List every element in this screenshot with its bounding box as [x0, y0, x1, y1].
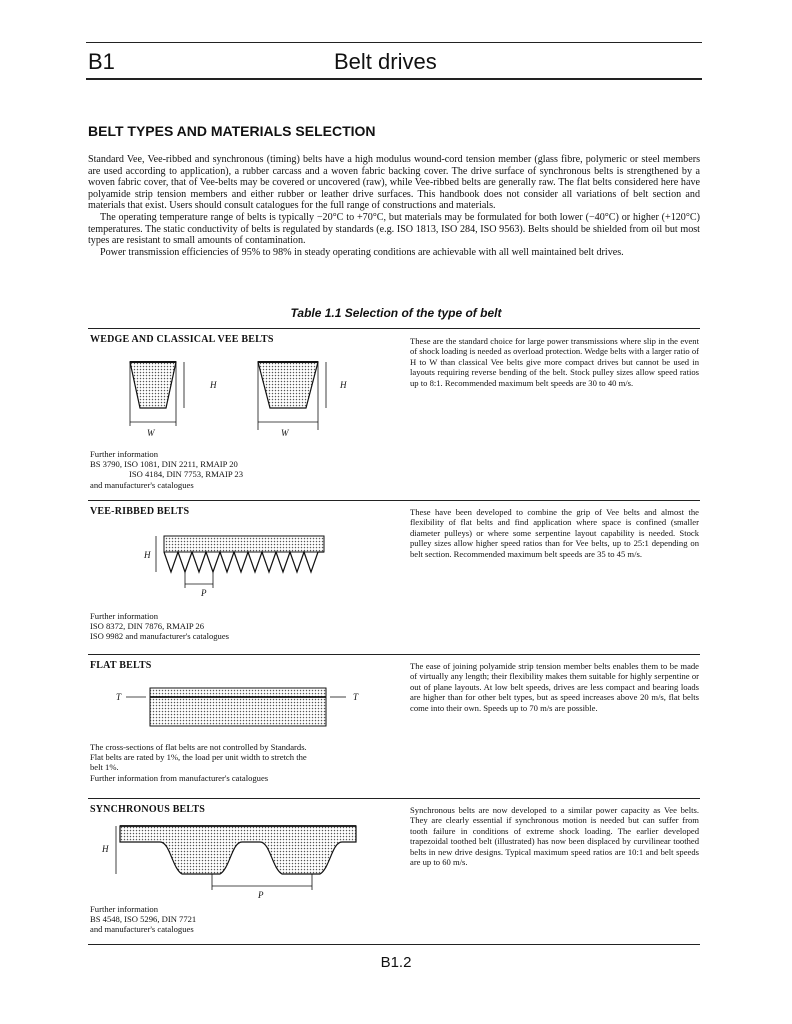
note-line: ISO 8372, DIN 7876, RMAIP 26 [90, 621, 205, 632]
ribbed-belt-notes [90, 611, 229, 642]
synchronous-belt-notes [90, 904, 196, 935]
page-title: Belt drives [334, 49, 437, 74]
ribbed-belt-heading: VEE-RIBBED BELTS [90, 506, 190, 517]
header-bottom-rule [86, 78, 702, 80]
h-label: H [144, 550, 151, 560]
intro-paragraph: The operating temperature range of belts is typically −20°C to +70°C, but materials may be formulated for both lower (−40°C) or higher (+120°C) temperatures. The static conductivity of belts is regulated by standards (e.g. ISO 1813, ISO 284, ISO 9563). Belts should be shielded from oil but most types are resistant to small amounts of contamination. [88, 211, 700, 247]
w-label: W [147, 428, 155, 438]
ribbed-belt-diagram [138, 528, 338, 602]
intro-paragraph: Standard Vee, Vee-ribbed and synchronous (timing) belts have a high modulus wound-cord tension member (glass fibre, polymeric or steel members are used according to application), a rubber carcass and a woven fabric backing cover. The drive surface of synchronous belts is strengthened by a woven fabric cover, that of Vee-belts may be covered or uncovered (raw), while Vee-ribbed belts are generally raw. The flat belts considered here have polyamide strip tension members and either rubber or leather drive surfaces. This handbook does not consider all variations of belt section and materials that exist. Users should consult catalogues for the full range of constructions and materials. [88, 154, 700, 212]
table-bottom-rule [88, 944, 700, 945]
ribbed-belt-description: These have been developed to combine the grip of Vee belts and almost the flexibility of flat belts and find application where space is confined (smaller diameter pulleys) or where some serpentine layout capability is needed. Stock pulley sizes allow higher speed ratios than for Vee belts, up to 25:1 depending on belt section. Recommended maximum belt speeds are 35 to 45 m/s. [410, 507, 699, 559]
intro-text [88, 154, 700, 258]
note-line: Further information [90, 449, 159, 459]
note-line: belt 1%. [90, 762, 119, 773]
t-label: T [353, 692, 359, 702]
wedge-belt-notes [90, 449, 243, 490]
wedge-belt-diagram [118, 350, 358, 442]
note-line: ISO 9982 and manufacturer's catalogues [90, 631, 230, 642]
row-divider [88, 328, 700, 329]
row-divider [88, 500, 700, 501]
note-line: The cross-sections of flat belts are not controlled by Standards. [90, 742, 307, 752]
h-label: H [102, 844, 109, 854]
w-label: W [281, 428, 289, 438]
h-label: H [340, 380, 347, 390]
flat-belt-heading: FLAT BELTS [90, 660, 152, 671]
section-code: B1 [88, 49, 115, 74]
note-line: and manufacturer's catalogues [90, 924, 194, 935]
page-number: B1.2 [380, 954, 412, 971]
note-line: ISO 4184, DIN 7753, RMAIP 23 [129, 469, 244, 480]
header-top-rule [86, 42, 702, 43]
t-label: T [116, 692, 122, 702]
note-line: Flat belts are rated by 1%, the load per unit width to stretch the [90, 752, 307, 763]
p-label: P [258, 890, 264, 900]
synchronous-belt-diagram [96, 820, 366, 900]
row-divider [88, 654, 700, 655]
row-divider [88, 798, 700, 799]
intro-paragraph: Power transmission efficiencies of 95% to 98% in steady operating conditions are achievable with all well maintained belt drives. [100, 246, 624, 258]
flat-belt-description: The ease of joining polyamide strip tension member belts enables them to be made of virtually any length; their flexibility makes them suitable for highly serpentine or out of plane layouts. At low belt speeds, drives are less compact and bearing loads are higher than for other belt types, but as speed increases above 20 m/s, flat belts come into their own. Speeds up to 70 m/s are possible. [410, 661, 699, 713]
note-line: Further information [90, 611, 159, 621]
flat-belt-diagram [110, 680, 370, 732]
note-line: BS 4548, ISO 5296, DIN 7721 [90, 914, 197, 925]
flat-belt-notes [90, 742, 307, 783]
note-line: Further information from manufacturer's catalogues [90, 772, 269, 783]
wedge-belt-description: These are the standard choice for large power transmissions where slip in the event of shock loading is needed as overload protection. Wedge belts with a larger ratio of H to W than classical Vee belts give more compact drives but cannot be used in layouts requiring reverse bending of the belt. Stock pulley sizes allow speed ratios up to 8:1. Recommended maximum belt speeds are 30 to 40 m/s. [410, 336, 699, 388]
synchronous-belt-description: Synchronous belts are now developed to a similar power capacity as Vee belts. They are clearly essential if synchronous motion is needed but can suffer from tooth failure in conditions of extreme shock loading. The earlier developed trapezoidal toothed belt (illustrated) has now been displaced by curvilinear toothed belts in new drive designs. Typical maximum speed ratios are 10:1 and belt speeds are up to 60 m/s. [410, 805, 699, 868]
section-title: BELT TYPES AND MATERIALS SELECTION [88, 123, 376, 139]
synchronous-belt-heading: SYNCHRONOUS BELTS [90, 804, 206, 815]
h-label: H [210, 380, 217, 390]
note-line: and manufacturer's catalogues [90, 479, 194, 490]
note-line: BS 3790, ISO 1081, DIN 2211, RMAIP 20 [90, 459, 238, 470]
wedge-belt-heading: WEDGE AND CLASSICAL VEE BELTS [90, 334, 274, 345]
note-line: Further information [90, 904, 159, 914]
p-label: P [201, 588, 207, 598]
table-caption: Table 1.1 Selection of the type of belt [290, 306, 502, 320]
